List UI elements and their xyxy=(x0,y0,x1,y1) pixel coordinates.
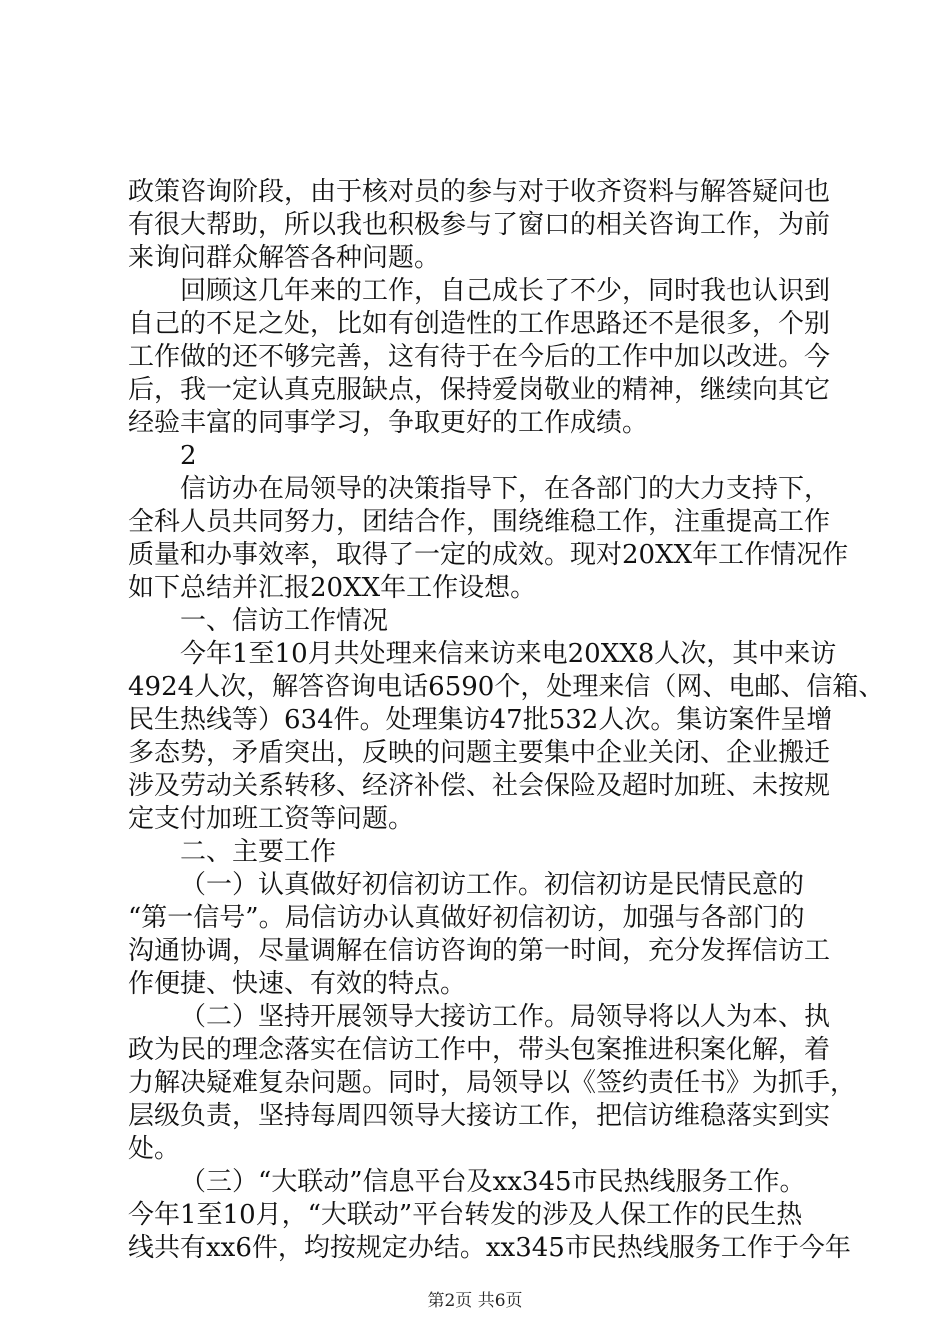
subsection-first-line: （三）“大联动”信息平台及xx345市民热线服务工作。 xyxy=(180,1167,806,1197)
body-text-line: 来询问群众解答各种问题。 xyxy=(128,243,441,273)
body-text-line: 民生热线等）634件。处理集访47批532人次。集访案件呈增 xyxy=(128,705,833,735)
body-text-line: 4924人次，解答咨询电话6590个，处理来信（网、电邮、信箱、 xyxy=(128,672,885,702)
body-text-line: 自己的不足之处，比如有创造性的工作思路还不是很多，个别 xyxy=(128,309,831,339)
subsection-first-line: （一）认真做好初信初访工作。初信初访是民情民意的 xyxy=(180,870,805,900)
section-number: 2 xyxy=(180,441,197,471)
paragraph-first-line: 信访办在局领导的决策指导下，在各部门的大力支持下， xyxy=(180,474,831,504)
body-text-line: 线共有xx6件，均按规定办结。xx345市民热线服务工作于今年 xyxy=(128,1233,851,1263)
body-text-line: 工作做的还不够完善，这有待于在今后的工作中加以改进。今 xyxy=(128,342,831,372)
body-text-line: 处。 xyxy=(128,1134,181,1164)
body-text-line: 经验丰富的同事学习，争取更好的工作成绩。 xyxy=(128,408,649,438)
section-heading: 二、主要工作 xyxy=(180,837,337,867)
body-text-line: 定支付加班工资等问题。 xyxy=(128,804,415,834)
body-text-line: 沟通协调，尽量调解在信访咨询的第一时间，充分发挥信访工 xyxy=(128,936,831,966)
paragraph-first-line: 今年1至10月共处理来信来访来电20XX8人次，其中来访 xyxy=(180,639,837,669)
body-text-line: 层级负责，坚持每周四领导大接访工作，把信访维稳落实到实 xyxy=(128,1101,831,1131)
subsection-first-line: （二）坚持开展领导大接访工作。局领导将以人为本、执 xyxy=(180,1002,831,1032)
page-number-footer: 第2页 共6页 xyxy=(427,1291,523,1311)
body-text-line: 后，我一定认真克服缺点，保持爱岗敬业的精神，继续向其它 xyxy=(128,375,831,405)
body-text-line: “第一信号”。局信访办认真做好初信初访，加强与各部门的 xyxy=(128,903,805,933)
body-text-line: 政为民的理念落实在信访工作中，带头包案推进积案化解，着 xyxy=(128,1035,831,1065)
body-text-line: 政策咨询阶段，由于核对员的参与对于收齐资料与解答疑问也 xyxy=(128,177,831,207)
body-text-line: 如下总结并汇报20XX年工作设想。 xyxy=(128,573,537,603)
body-text-line: 有很大帮助，所以我也积极参与了窗口的相关咨询工作，为前 xyxy=(128,210,831,240)
body-text-line: 力解决疑难复杂问题。同时，局领导以《签约责任书》为抓手， xyxy=(128,1068,857,1098)
body-text-line: 多态势，矛盾突出，反映的问题主要集中企业关闭、企业搬迁 xyxy=(128,738,831,768)
body-text-line: 今年1至10月，“大联动”平台转发的涉及人保工作的民生热 xyxy=(128,1200,803,1230)
body-text-line: 涉及劳动关系转移、经济补偿、社会保险及超时加班、未按规 xyxy=(128,771,831,801)
body-text-line: 全科人员共同努力，团结合作，围绕维稳工作，注重提高工作 xyxy=(128,507,831,537)
paragraph-first-line: 回顾这几年来的工作，自己成长了不少，同时我也认识到 xyxy=(180,276,831,306)
section-heading: 一、信访工作情况 xyxy=(180,606,389,636)
body-text-line: 作便捷、快速、有效的特点。 xyxy=(128,969,467,999)
body-text-line: 质量和办事效率，取得了一定的成效。现对20XX年工作情况作 xyxy=(128,540,849,570)
